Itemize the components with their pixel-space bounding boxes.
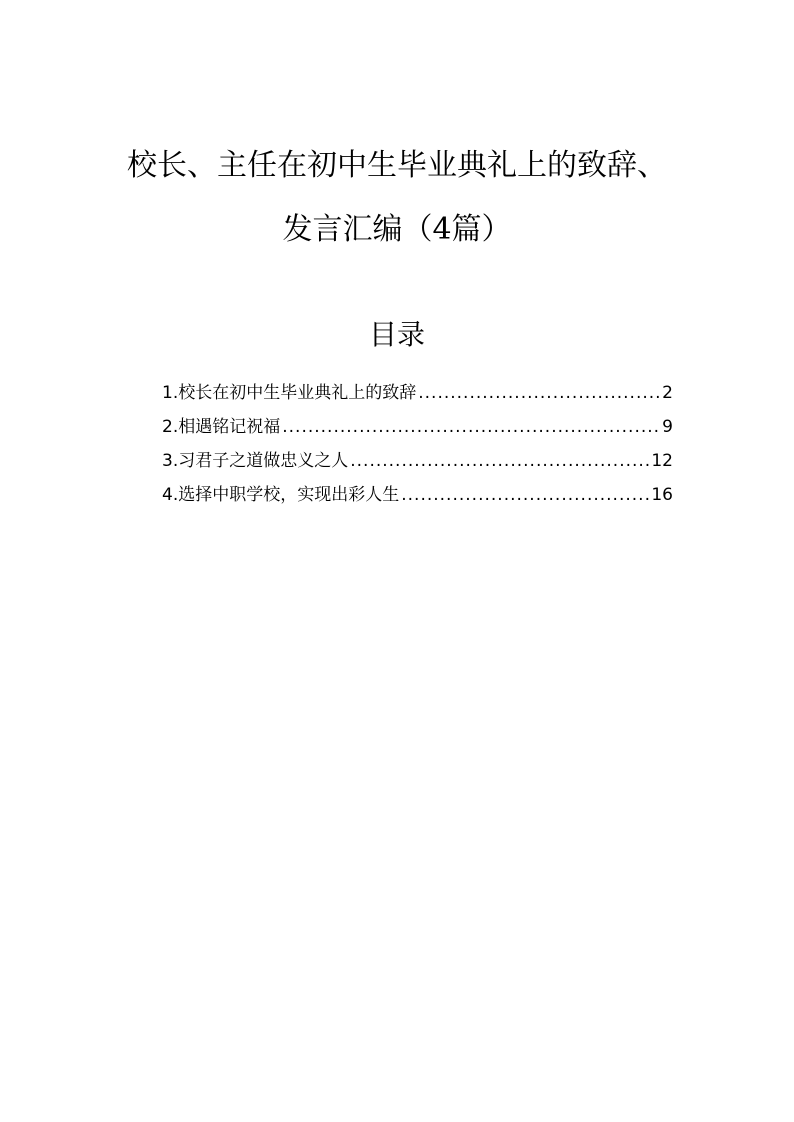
toc-dot-leader: [401, 478, 649, 512]
toc-dot-leader: [418, 376, 660, 410]
table-of-contents: [162, 376, 673, 512]
toc-entry-2[interactable]: [162, 410, 673, 444]
toc-entry-page: 16: [651, 485, 673, 505]
toc-entry-label: 3.习君子之道做忠义之人: [162, 451, 349, 471]
toc-entry-label: 1.校长在初中生毕业典礼上的致辞: [162, 383, 417, 403]
toc-dot-leader: [350, 444, 649, 478]
toc-entry-page: 12: [651, 451, 673, 471]
toc-entry-page: 9: [662, 417, 673, 437]
toc-entry-label: 2.相遇铭记祝福: [162, 417, 281, 437]
document-title-line-2: 发言汇编（4篇）: [282, 212, 512, 247]
toc-entry-page: 2: [662, 383, 673, 403]
toc-entry-label: 4.选择中职学校，实现出彩人生: [162, 485, 400, 505]
toc-heading: 目录: [368, 318, 425, 351]
toc-entry-3[interactable]: [162, 444, 673, 478]
toc-entry-4[interactable]: [162, 478, 673, 512]
document-title-line-1: 校长、主任在初中生毕业典礼上的致辞、: [127, 148, 667, 183]
toc-dot-leader: [282, 410, 660, 444]
toc-entry-1[interactable]: [162, 376, 673, 410]
